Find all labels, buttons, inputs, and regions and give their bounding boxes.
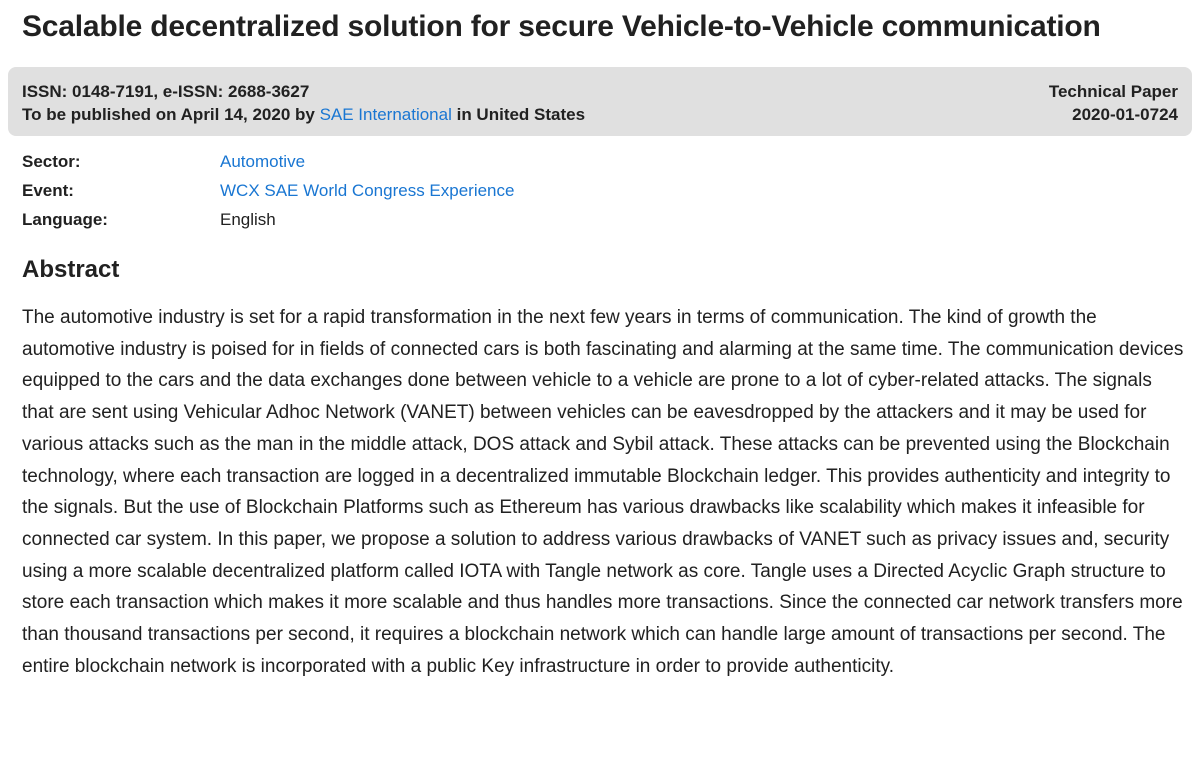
info-row-event (22, 177, 514, 206)
page-title: Scalable decentralized solution for secure Vehicle-to-Vehicle communication (22, 10, 1101, 43)
publication-meta-left (22, 80, 585, 126)
language-value: English (220, 210, 276, 229)
publication-meta-box (8, 67, 1192, 136)
language-label: Language: (22, 210, 108, 229)
event-link[interactable]: WCX SAE World Congress Experience (220, 181, 515, 200)
publisher-link[interactable]: SAE International (319, 105, 452, 124)
paper-number: 2020-01-0724 (1072, 105, 1178, 124)
paper-type: Technical Paper (1048, 82, 1178, 101)
published-suffix: in United States (451, 105, 586, 124)
issn-line: ISSN: 0148-7191, e-ISSN: 2688-3627 (22, 82, 310, 101)
abstract-text: The automotive industry is set for a rapid transformation in the next few years in terms of communication. The kind of growth the automotive industry is poised for in fields of connected cars is both fascinating and alarming at the same time. The communication devices equipped to the cars and the data exchanges done between vehicle to a vehicle are prone to a lot of cyber-related attacks. The signals that are sent using Vehicular Adhoc Network (VANET) between vehicles can be eavesdropped by the attackers and it may be used for various attacks such as the man in the middle attack, DOS attack and Sybil attack. These attacks can be prevented using the Blockchain technology, where each transaction are logged in a decentralized immutable Blockchain ledger. This provides authenticity and integrity to the signals. But the use of Blockchain Platforms such as Ethereum has various drawbacks like scalability which makes it infeasible for connected car system. In this paper, we propose a solution to address various drawbacks of VANET such as privacy issues and, security using a more scalable decentralized platform called IOTA with Tangle network as core. Tangle uses a Directed Acyclic Graph structure to store each transaction which makes it more scalable and thus handles more transactions. Since the connected car network transfers more than thousand transactions per second, it requires a blockchain network which can handle large amount of transactions per second. The entire blockchain network is incorporated with a public Key infrastructure in order to provide authenticity. (22, 307, 1184, 677)
paper-info-table (22, 148, 514, 235)
sector-link[interactable]: Automotive (220, 152, 306, 171)
sector-label: Sector: (22, 152, 81, 171)
publication-meta-right (1049, 80, 1178, 126)
info-row-sector (22, 148, 514, 177)
info-row-language (22, 206, 514, 235)
abstract-heading: Abstract (22, 256, 120, 283)
published-prefix: To be published on April 14, 2020 by (22, 105, 320, 124)
publication-line (22, 103, 585, 126)
event-label: Event: (22, 181, 74, 200)
